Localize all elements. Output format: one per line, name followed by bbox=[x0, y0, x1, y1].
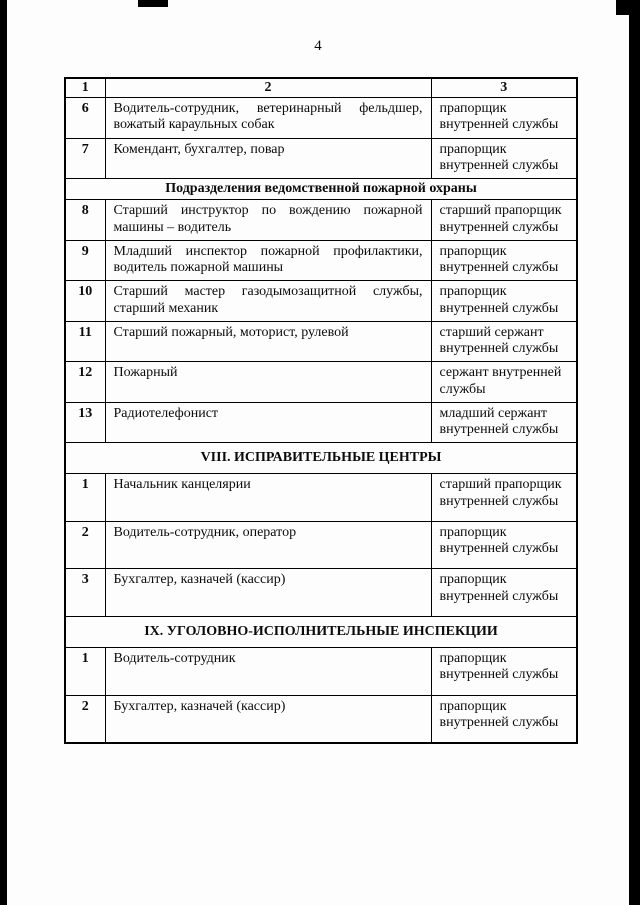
table-header-row bbox=[65, 78, 577, 98]
section-row bbox=[65, 616, 577, 647]
section-title: Подразделения ведомственной пожарной охраны bbox=[65, 179, 577, 200]
row-number: 10 bbox=[65, 281, 105, 321]
row-number: 7 bbox=[65, 138, 105, 178]
row-number: 6 bbox=[65, 98, 105, 138]
rank-cell: старший прапорщик внутренней службы bbox=[431, 200, 577, 240]
row-number: 2 bbox=[65, 521, 105, 568]
position-cell: Комендант, бухгалтер, повар bbox=[105, 138, 431, 178]
table-row bbox=[65, 402, 577, 442]
rank-cell: прапорщик внутренней службы bbox=[431, 521, 577, 568]
rank-cell: прапорщик внутренней службы bbox=[431, 281, 577, 321]
row-number: 2 bbox=[65, 695, 105, 743]
rank-cell: прапорщик внутренней службы bbox=[431, 695, 577, 743]
row-number: 13 bbox=[65, 402, 105, 442]
position-cell: Водитель-сотрудник, ветеринарный фельдшер, вожатый караульных собак bbox=[105, 98, 431, 138]
rank-cell: младший сержант внутренней службы bbox=[431, 402, 577, 442]
table-row bbox=[65, 474, 577, 521]
scan-artifact-top-mark bbox=[138, 0, 168, 7]
table-row bbox=[65, 648, 577, 695]
rank-cell: старший прапорщик внутренней службы bbox=[431, 474, 577, 521]
table-row bbox=[65, 138, 577, 178]
rank-cell: старший сержант внутренней службы bbox=[431, 321, 577, 361]
position-cell: Старший мастер газодымозащитной службы, старший механик bbox=[105, 281, 431, 321]
table-row bbox=[65, 569, 577, 616]
table-row bbox=[65, 521, 577, 568]
scan-artifact-top-right-corner bbox=[616, 0, 640, 15]
position-cell: Старший пожарный, моторист, рулевой bbox=[105, 321, 431, 361]
position-cell: Начальник канцелярии bbox=[105, 474, 431, 521]
section-title: IX. УГОЛОВНО-ИСПОЛНИТЕЛЬНЫЕ ИНСПЕКЦИИ bbox=[65, 616, 577, 647]
position-cell: Старший инструктор по вождению пожарной машины – водитель bbox=[105, 200, 431, 240]
page-number: 4 bbox=[314, 38, 322, 54]
table-row bbox=[65, 281, 577, 321]
table-body bbox=[65, 78, 577, 743]
rank-cell: прапорщик внутренней службы bbox=[431, 648, 577, 695]
column-header: 1 bbox=[65, 78, 105, 98]
table-row bbox=[65, 321, 577, 361]
section-row bbox=[65, 179, 577, 200]
rank-cell: прапорщик внутренней службы bbox=[431, 138, 577, 178]
section-title: VIII. ИСПРАВИТЕЛЬНЫЕ ЦЕНТРЫ bbox=[65, 443, 577, 474]
position-cell: Водитель-сотрудник bbox=[105, 648, 431, 695]
row-number: 8 bbox=[65, 200, 105, 240]
section-row bbox=[65, 443, 577, 474]
position-cell: Водитель-сотрудник, оператор bbox=[105, 521, 431, 568]
rank-cell: прапорщик внутренней службы bbox=[431, 98, 577, 138]
row-number: 12 bbox=[65, 362, 105, 402]
column-header: 3 bbox=[431, 78, 577, 98]
table-row bbox=[65, 362, 577, 402]
table-row bbox=[65, 240, 577, 280]
row-number: 9 bbox=[65, 240, 105, 280]
row-number: 11 bbox=[65, 321, 105, 361]
position-cell: Бухгалтер, казначей (кассир) bbox=[105, 569, 431, 616]
table-row bbox=[65, 98, 577, 138]
row-number: 3 bbox=[65, 569, 105, 616]
rank-cell: прапорщик внутренней службы bbox=[431, 240, 577, 280]
column-header: 2 bbox=[105, 78, 431, 98]
table-row bbox=[65, 695, 577, 743]
position-cell: Бухгалтер, казначей (кассир) bbox=[105, 695, 431, 743]
position-cell: Пожарный bbox=[105, 362, 431, 402]
rank-cell: сержант внутренней службы bbox=[431, 362, 577, 402]
position-cell: Младший инспектор пожарной профилактики, водитель пожарной машины bbox=[105, 240, 431, 280]
rank-cell: прапорщик внутренней службы bbox=[431, 569, 577, 616]
row-number: 1 bbox=[65, 648, 105, 695]
position-cell: Радиотелефонист bbox=[105, 402, 431, 442]
table-row bbox=[65, 200, 577, 240]
row-number: 1 bbox=[65, 474, 105, 521]
scan-artifact-left-edge bbox=[0, 0, 7, 905]
scan-artifact-right-edge bbox=[629, 0, 640, 905]
positions-table bbox=[64, 77, 578, 744]
